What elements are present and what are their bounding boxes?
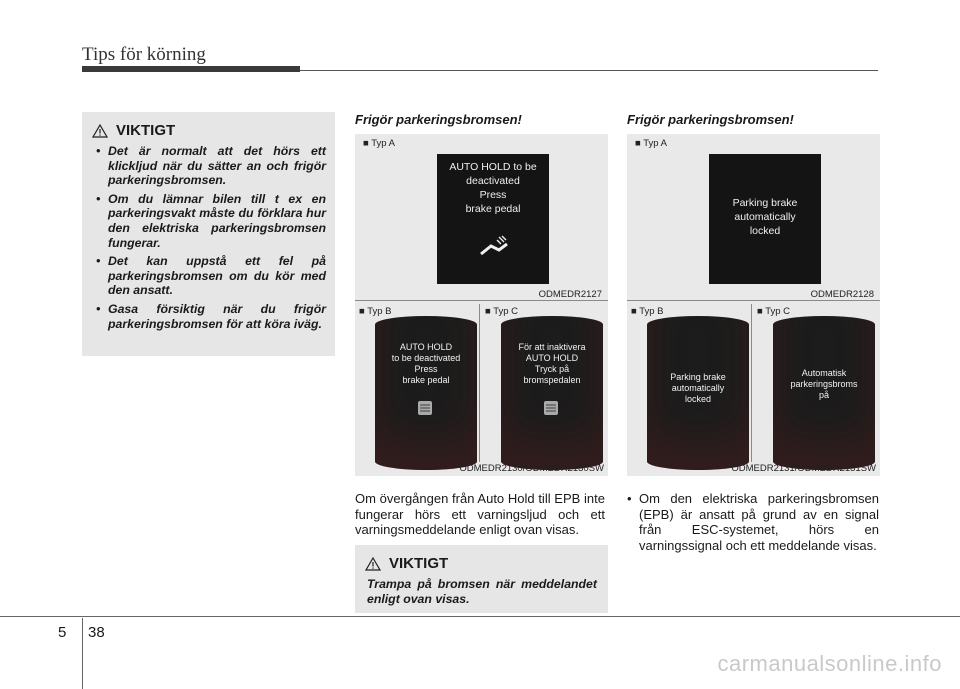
footer-divider [82, 618, 83, 689]
display-line: automatically [671, 383, 725, 393]
display-line: Parking brake [670, 372, 726, 382]
brake-pedal-icon [541, 398, 561, 418]
display-line: parkeringsbroms [790, 379, 858, 389]
display-line: deactivated [466, 175, 520, 187]
display-line: Press [479, 189, 507, 201]
display-line: Automatisk [801, 368, 847, 378]
display-line: brake pedal [402, 375, 450, 385]
warning-triangle-icon [365, 557, 381, 571]
section-title-mid: Frigör parkeringsbromsen! [355, 112, 522, 127]
display-line: AUTO HOLD [525, 353, 579, 363]
figure-divider [355, 300, 608, 301]
display-type-b [647, 316, 749, 470]
chapter-number: 5 [58, 624, 67, 641]
display-line: brake pedal [465, 203, 521, 215]
display-line: to be deactivated [391, 353, 461, 363]
type-a-label: ■ Typ A [363, 138, 395, 149]
header-rule [300, 70, 878, 71]
section-title-right: Frigör parkeringsbromsen! [627, 112, 794, 127]
display-line: För att inaktivera [518, 342, 586, 352]
warning-triangle-icon [92, 124, 108, 138]
page-header-title: Tips för körning [82, 44, 206, 65]
figure-code-a: ODMEDR2127 [538, 289, 602, 300]
list-item: • Om du lämnar bilen till t ex en parkeringsvakt måste du förklara hur den elektriska parkeringsbromsen fungerar. [94, 192, 326, 250]
figure-divider [627, 300, 880, 301]
figure-auto-hold [355, 134, 608, 476]
note-text: Trampa på bromsen när meddelandet enligt ovan visas. [367, 577, 597, 606]
note-heading-text: VIKTIGT [116, 122, 176, 139]
figure-divider [751, 304, 752, 462]
figure-divider [479, 304, 480, 462]
list-item: • Det är normalt att det hörs ett klickljud när du sätter an och frigör parkeringsbromsen. [94, 144, 326, 188]
type-b-label: ■ Typ B [359, 306, 392, 317]
note-heading [92, 122, 175, 139]
note-heading [365, 555, 448, 572]
display-type-a [709, 154, 821, 284]
display-line: Parking brake [732, 197, 798, 209]
watermark: carmanualsonline.info [717, 651, 942, 676]
figure-code-bc: ODMEDR2130/ODMEDR2130SW [459, 463, 604, 474]
brake-pedal-icon [415, 398, 435, 418]
important-note-left [82, 112, 335, 356]
note-heading-text: VIKTIGT [389, 555, 449, 572]
figure-parking-brake [627, 134, 880, 476]
brake-pedal-icon [477, 234, 511, 260]
display-line: automatically [734, 211, 796, 223]
display-type-c [501, 316, 603, 470]
display-type-b [375, 316, 477, 470]
type-b-label: ■ Typ B [631, 306, 664, 317]
footer-rule [0, 616, 960, 617]
display-line: bromspedalen [523, 375, 581, 385]
figure-code-a: ODMEDR2128 [810, 289, 874, 300]
header-bar [82, 66, 300, 72]
list-item: • Gasa försiktig när du frigör parkeringsbromsen för att köra iväg. [94, 302, 326, 331]
display-line: Press [414, 364, 438, 374]
display-line: AUTO HOLD to be [449, 161, 537, 173]
type-a-label: ■ Typ A [635, 138, 667, 149]
list-item: • Om den elektriska parkeringsbromsen (EPB) är ansatt på grund av en signal från ESC-systemet, hörs en varningssignal och ett meddelande visas. [627, 491, 879, 553]
display-line: på [818, 390, 829, 400]
display-line: locked [749, 225, 781, 237]
display-line: locked [684, 394, 711, 404]
body-paragraph-right [627, 491, 879, 553]
page-number: 38 [88, 624, 105, 641]
display-line: AUTO HOLD [399, 342, 453, 352]
important-note-mid [355, 545, 608, 613]
display-type-a [437, 154, 549, 284]
note-list [94, 144, 326, 335]
display-line: Tryck på [534, 364, 570, 374]
list-item: • Det kan uppstå ett fel på parkeringsbromsen om du kör med den ansatt. [94, 254, 326, 298]
body-paragraph-mid: Om övergången från Auto Hold till EPB inte fungerar hörs ett varningsljud och ett varningsmeddelande enligt ovan visas. [355, 491, 605, 538]
type-c-label: ■ Typ C [757, 306, 791, 317]
display-type-c [773, 316, 875, 470]
type-c-label: ■ Typ C [485, 306, 519, 317]
figure-code-bc: ODMEDR2131/ODMEDR2131SW [731, 463, 876, 474]
